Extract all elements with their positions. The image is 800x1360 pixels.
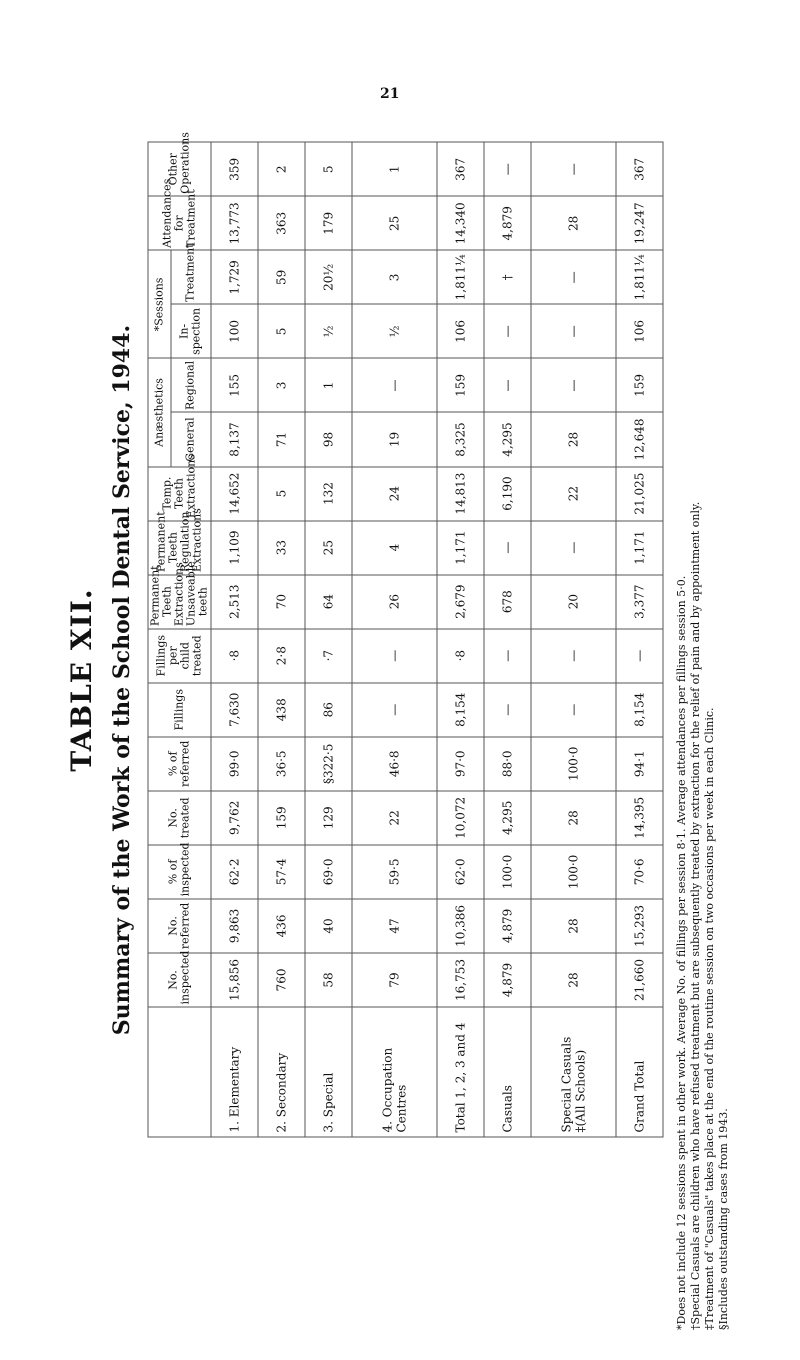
table-cell: 100·0: [484, 845, 531, 899]
table-cell: 14,395: [616, 791, 663, 845]
table-cell: 438: [258, 683, 305, 737]
header-regional: Regional: [171, 358, 212, 412]
table-row: [211, 88, 258, 1137]
table-cell: 1,729: [211, 250, 258, 304]
table-cell: 1,171: [437, 521, 484, 575]
table-cell: 40: [305, 899, 352, 953]
table-cell: 19: [352, 412, 437, 466]
table-cell: 363: [258, 196, 305, 250]
table-cell: 20: [531, 575, 616, 629]
table-cell: —: [352, 629, 437, 683]
table-row: [437, 88, 484, 1137]
footnote: §Includes outstanding cases from 1943.: [717, 1108, 730, 1330]
row-label: 4. Occupation Centres: [352, 1007, 437, 1137]
table-cell: 25: [305, 521, 352, 575]
header-no-inspected: No. inspected: [148, 953, 211, 1007]
table-cell: 69·0: [305, 845, 352, 899]
table-cell: 359: [211, 142, 258, 196]
header-sessions: *Sessions: [148, 250, 171, 358]
table-cell: 1,171: [616, 521, 663, 575]
table-row: [531, 88, 616, 1137]
table-cell: ·7: [305, 629, 352, 683]
header-perm-regulation: Permanent Teeth Regulation Extractions: [148, 521, 211, 575]
table-cell: 14,652: [211, 467, 258, 521]
table-cell: 15,856: [211, 953, 258, 1007]
header-inspection: In-spection: [171, 304, 212, 358]
table-cell: —: [484, 521, 531, 575]
row-label: Grand Total: [616, 1007, 663, 1137]
table-cell: 70·6: [616, 845, 663, 899]
table-cell: 1,811¼: [616, 250, 663, 304]
table-row: [258, 88, 305, 1137]
table-cell: 760: [258, 953, 305, 1007]
header-attendances: Attendances for Treatment: [148, 196, 211, 250]
table-cell: —: [484, 358, 531, 412]
table-cell: —: [531, 629, 616, 683]
table-cell: 24: [352, 467, 437, 521]
table-cell: —: [484, 629, 531, 683]
table-cell: 129: [305, 791, 352, 845]
footnotes: [675, 230, 765, 1330]
table-cell: 436: [258, 899, 305, 953]
table-cell: 46·8: [352, 737, 437, 791]
header-category: [148, 1007, 211, 1137]
table-title: TABLE XII.: [65, 588, 98, 772]
table-cell: §322·5: [305, 737, 352, 791]
table-cell: ½: [305, 304, 352, 358]
table-cell: 10,072: [437, 791, 484, 845]
table-cell: 57·4: [258, 845, 305, 899]
table-cell: 132: [305, 467, 352, 521]
table-cell: 367: [437, 142, 484, 196]
table-cell: 36·5: [258, 737, 305, 791]
table-cell: 100: [211, 304, 258, 358]
row-label: Special Casuals ‡(All Schools): [531, 1007, 616, 1137]
table-cell: 98: [305, 412, 352, 466]
table-cell: 159: [258, 791, 305, 845]
table-cell: 70: [258, 575, 305, 629]
table-cell: 1,811¼: [437, 250, 484, 304]
table-cell: 15,293: [616, 899, 663, 953]
table-cell: †: [484, 250, 531, 304]
table-cell: 13,773: [211, 196, 258, 250]
table-cell: —: [352, 358, 437, 412]
header-no-treated: No. treated: [148, 791, 211, 845]
table-cell: 28: [531, 412, 616, 466]
table-row: [616, 88, 663, 1137]
table-cell: 155: [211, 358, 258, 412]
table-subtitle: Summary of the Work of the School Dental Service, 1944.: [109, 324, 135, 1036]
table-cell: 4,879: [484, 953, 531, 1007]
table-cell: 94·1: [616, 737, 663, 791]
table-cell: 22: [352, 791, 437, 845]
table-cell: 4,879: [484, 196, 531, 250]
table-cell: —: [352, 683, 437, 737]
table-cell: 99·0: [211, 737, 258, 791]
table-cell: 8,137: [211, 412, 258, 466]
table-cell: 22: [531, 467, 616, 521]
header-fillings: Fillings: [148, 683, 211, 737]
header-anaesthetics: Anæsthetics: [148, 358, 171, 466]
table-cell: 59·5: [352, 845, 437, 899]
table-cell: 58: [305, 953, 352, 1007]
table-cell: 14,813: [437, 467, 484, 521]
table-cell: 4,879: [484, 899, 531, 953]
table-cell: 8,154: [437, 683, 484, 737]
table-cell: 367: [616, 142, 663, 196]
table-cell: —: [484, 683, 531, 737]
table-row: [305, 88, 352, 1137]
table-cell: 28: [531, 791, 616, 845]
table-cell: 71: [258, 412, 305, 466]
footnote: *Does not include 12 sessions spent in other work. Average No. of fillings per session 8·1. Average attendances per fillings session 5·0.: [675, 575, 688, 1330]
table-cell: 678: [484, 575, 531, 629]
table-cell: 64: [305, 575, 352, 629]
table-cell: —: [484, 304, 531, 358]
table-cell: 28: [531, 196, 616, 250]
table-cell: 8,154: [616, 683, 663, 737]
table-row: [484, 88, 531, 1137]
table-cell: 106: [437, 304, 484, 358]
row-label: 2. Secondary: [258, 1007, 305, 1137]
header-row-1: [148, 88, 171, 1137]
table-cell: ½: [352, 304, 437, 358]
row-label: Casuals: [484, 1007, 531, 1137]
table-cell: 106: [616, 304, 663, 358]
table-cell: 10,386: [437, 899, 484, 953]
table-cell: —: [484, 142, 531, 196]
table-cell: 62·0: [437, 845, 484, 899]
table-cell: 47: [352, 899, 437, 953]
row-label: Total 1, 2, 3 and 4: [437, 1007, 484, 1137]
table-cell: 19,247: [616, 196, 663, 250]
header-no-referred: No. referred: [148, 899, 211, 953]
table-cell: 100·0: [531, 845, 616, 899]
table-cell: 2,679: [437, 575, 484, 629]
header-perm-unsaveable: Permanent Teeth Extractions Unsaveable teeth: [148, 575, 211, 629]
row-label: 1. Elementary: [211, 1007, 258, 1137]
table-row: [352, 88, 437, 1137]
header-other-operations: Other Operations: [148, 142, 211, 196]
table-cell: —: [531, 250, 616, 304]
table-cell: 6,190: [484, 467, 531, 521]
header-temp-teeth: Temp. Teeth Extractions: [148, 467, 211, 521]
table-cell: 14,340: [437, 196, 484, 250]
table-cell: 159: [616, 358, 663, 412]
table-cell: 25: [352, 196, 437, 250]
table-cell: 20½: [305, 250, 352, 304]
table-cell: —: [616, 629, 663, 683]
table-cell: 2·8: [258, 629, 305, 683]
table-cell: 179: [305, 196, 352, 250]
table-cell: 16,753: [437, 953, 484, 1007]
table-cell: 9,863: [211, 899, 258, 953]
table-cell: 88·0: [484, 737, 531, 791]
table-cell: 3: [258, 358, 305, 412]
footnote: ‡Treatment of "Casuals" takes place at the end of the routine session on two occasions per week in each Clinic.: [703, 707, 716, 1330]
table-cell: 86: [305, 683, 352, 737]
header-pct-inspected: % of inspected: [148, 845, 211, 899]
footnote: †Special Casuals are children who have refused treatment but are subsequently treated by extraction for the relief of pain and by appointment only.: [689, 501, 702, 1330]
table-cell: 79: [352, 953, 437, 1007]
table-cell: ·8: [437, 629, 484, 683]
table-cell: 8,325: [437, 412, 484, 466]
table-cell: 4: [352, 521, 437, 575]
header-general: General: [171, 412, 212, 466]
table-cell: 1,109: [211, 521, 258, 575]
table-cell: 100·0: [531, 737, 616, 791]
table-cell: 1: [305, 358, 352, 412]
table-cell: —: [531, 304, 616, 358]
table-cell: 28: [531, 953, 616, 1007]
table-cell: 9,762: [211, 791, 258, 845]
table-cell: 3: [352, 250, 437, 304]
table-cell: 4,295: [484, 412, 531, 466]
table-cell: 26: [352, 575, 437, 629]
table-cell: 33: [258, 521, 305, 575]
table-cell: 5: [305, 142, 352, 196]
table-cell: 159: [437, 358, 484, 412]
table-cell: 5: [258, 304, 305, 358]
table-cell: 1: [352, 142, 437, 196]
table-cell: 7,630: [211, 683, 258, 737]
table-cell: 21,660: [616, 953, 663, 1007]
table-cell: —: [531, 142, 616, 196]
table-cell: 2,513: [211, 575, 258, 629]
table-cell: 97·0: [437, 737, 484, 791]
table-cell: —: [531, 683, 616, 737]
table-cell: 28: [531, 899, 616, 953]
table-cell: ·8: [211, 629, 258, 683]
table-cell: 3,377: [616, 575, 663, 629]
table-cell: 12,648: [616, 412, 663, 466]
table-cell: 2: [258, 142, 305, 196]
table-cell: 4,295: [484, 791, 531, 845]
table-cell: 5: [258, 467, 305, 521]
row-label: 3. Special: [305, 1007, 352, 1137]
summary-table: [148, 88, 664, 1138]
header-fillings-per-child: Fillings per child treated: [148, 629, 211, 683]
header-treatment: Treatment: [171, 250, 212, 304]
table-cell: 62·2: [211, 845, 258, 899]
table-cell: 21,025: [616, 467, 663, 521]
header-pct-referred: % of referred: [148, 737, 211, 791]
page-number: 21: [380, 86, 400, 102]
table-cell: —: [531, 521, 616, 575]
table-cell: —: [531, 358, 616, 412]
table-cell: 59: [258, 250, 305, 304]
summary-table-container: [148, 88, 647, 1138]
